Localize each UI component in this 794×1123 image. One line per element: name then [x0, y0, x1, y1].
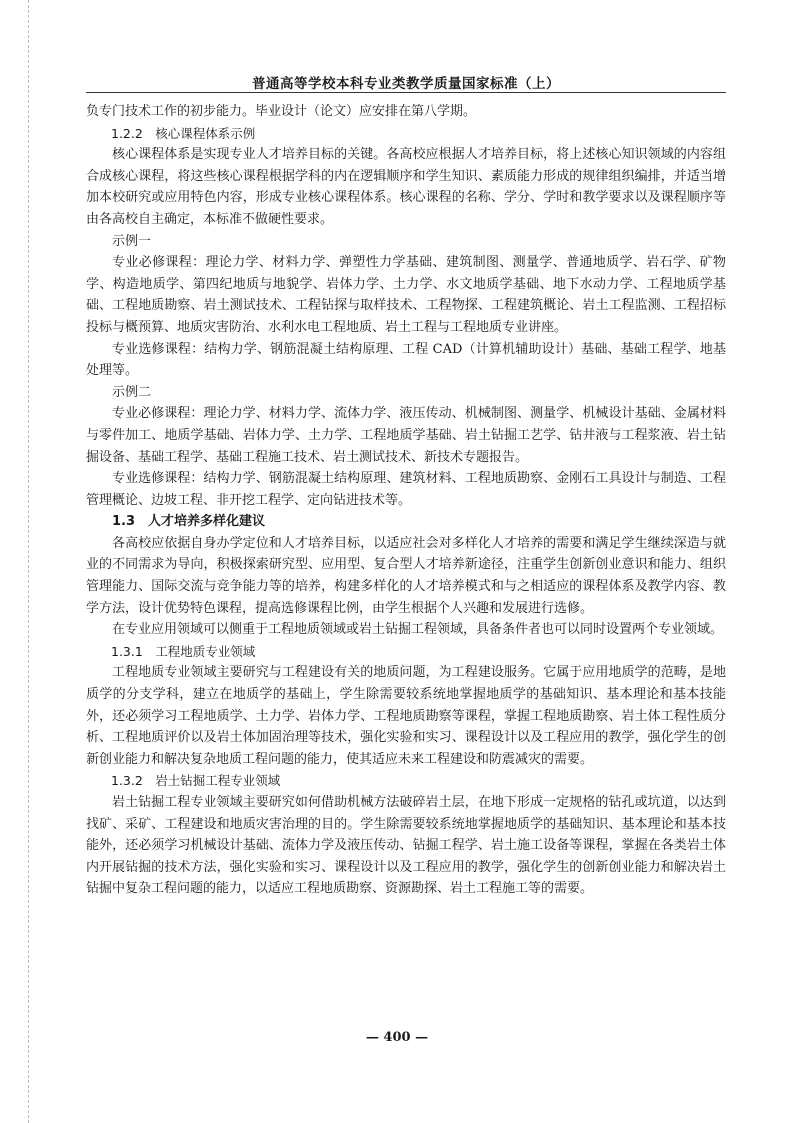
paragraph: 在专业应用领域可以侧重于工程地质领域或岩土钻掘工程领域，具备条件者也可以同时设置两个专业领域。: [112, 622, 724, 638]
paragraph: 示例二: [112, 384, 152, 400]
paragraph: 工程地质专业领域主要研究与工程建设有关的地质问题，为工程建设服务。它属于应用地质学的范畴，是地质学的分支学科，建立在地质学的基础上，学生除需要较系统地掌握地质学的基础知识、基本理论和基本技能外，还必须学习工程地质学、土力学、岩体力学、工程地质勘察等课程，掌握工程地质勘察、岩土体工程性质分析、工程地质评价以及岩土体加固治理等技术，强化实验和实习、课程设计以及工程应用的教学，强化学生的创新创业能力和解决复杂地质工程问题的能力，使其适应未来工程建设和防震减灾的需要。: [86, 665, 726, 767]
paragraph: 专业必修课程：理论力学、材料力学、弹塑性力学基础、建筑制图、测量学、普通地质学、岩石学、矿物学、构造地质学、第四纪地质与地貌学、岩体力学、土力学、水文地质学基础、地下水动力学、工程地质学基础、工程地质勘察、岩土测试技术、工程钻探与取样技术、工程物探、工程建筑概论、岩土工程监测、工程招标投标与概预算、地质灾害防治、水利水电工程地质、岩土工程与工程地质专业讲座。: [86, 255, 726, 335]
scan-edge-line: [28, 0, 29, 1123]
paragraph: 示例一: [112, 233, 152, 249]
header-rule: [86, 92, 726, 93]
section-heading: 1.2.2 核心课程体系示例: [111, 125, 256, 141]
paragraph: 各高校应依据自身办学定位和人才培养目标，以适应社会对多样化人才培养的需要和满足学生继续深造与就业的不同需求为导向，积极探索研究型、应用型、复合型人才培养新途径，注重学生创新创业意识和能力、组织管理能力、国际交流与竞争能力等的培养，构建多样化的人才培养模式和与之相适应的课程体系及教学内容、教学方法，设计优势特色课程，提高选修课程比例，由学生根据个人兴趣和发展进行选修。: [86, 535, 726, 616]
document-body: [86, 101, 726, 900]
paragraph: 核心课程体系是实现专业人才培养目标的关键。各高校应根据人才培养目标，将上述核心知识领域的内容组合成核心课程，将这些核心课程根据学科的内在逻辑顺序和学生知识、素质能力形成的规律组织编排，并适当增加本校研究或应用特色内容，形成专业核心课程体系。核心课程的名称、学分、学时和教学要求以及课程顺序等由各高校自主确定，本标准不做硬性要求。: [86, 147, 726, 227]
paragraph: 岩土钻掘工程专业领域主要研究如何借助机械方法破碎岩土层，在地下形成一定规格的钻孔或坑道，以达到找矿、采矿、工程建设和地质灾害治理的目的。学生除需要较系统地掌握地质学的基础知识、基本理论和基本技能外，还必须学习机械设计基础、流体力学及液压传动、钻掘工程学、岩土施工设备等课程，掌握在各类岩土体内开展钻掘的技术方法，强化实验和实习、课程设计以及工程应用的教学，强化学生的创新创业能力和解决岩土钻掘中复杂工程问题的能力，以适应工程地质勘察、资源勘探、岩土工程施工等的需要。: [86, 795, 726, 897]
paragraph: 专业选修课程：结构力学、钢筋混凝土结构原理、工程 CAD（计算机辅助设计）基础、基础工程学、地基处理等。: [86, 341, 726, 379]
section-heading: 1.3.2 岩土钻掘工程专业领域: [111, 773, 281, 789]
page-number: — 400 —: [365, 1030, 429, 1045]
section-heading: 1.3.1 工程地质专业领域: [111, 643, 256, 659]
paragraph: 专业必修课程：理论力学、材料力学、流体力学、液压传动、机械制图、测量学、机械设计基础、金属材料与零件加工、地质学基础、岩体力学、土力学、工程地质学基础、岩土钻掘工艺学、钻井液与工程浆液、岩土钻掘设备、基础工程学、基础工程施工技术、岩土测试技术、新技术专题报告。: [86, 406, 726, 465]
section-heading: 1.3 人才培养多样化建议: [112, 514, 266, 530]
paragraph: 负专门技术工作的初步能力。毕业设计（论文）应安排在第八学期。: [86, 104, 477, 119]
paragraph: 专业选修课程：结构力学、钢筋混凝土结构原理、建筑材料、工程地质勘察、金刚石工具设计与制造、工程管理概论、边坡工程、非开挖工程学、定向钻进技术等。: [86, 471, 726, 508]
page-header-title: 普通高等学校本科专业类教学质量国家标准（上）: [252, 76, 560, 92]
